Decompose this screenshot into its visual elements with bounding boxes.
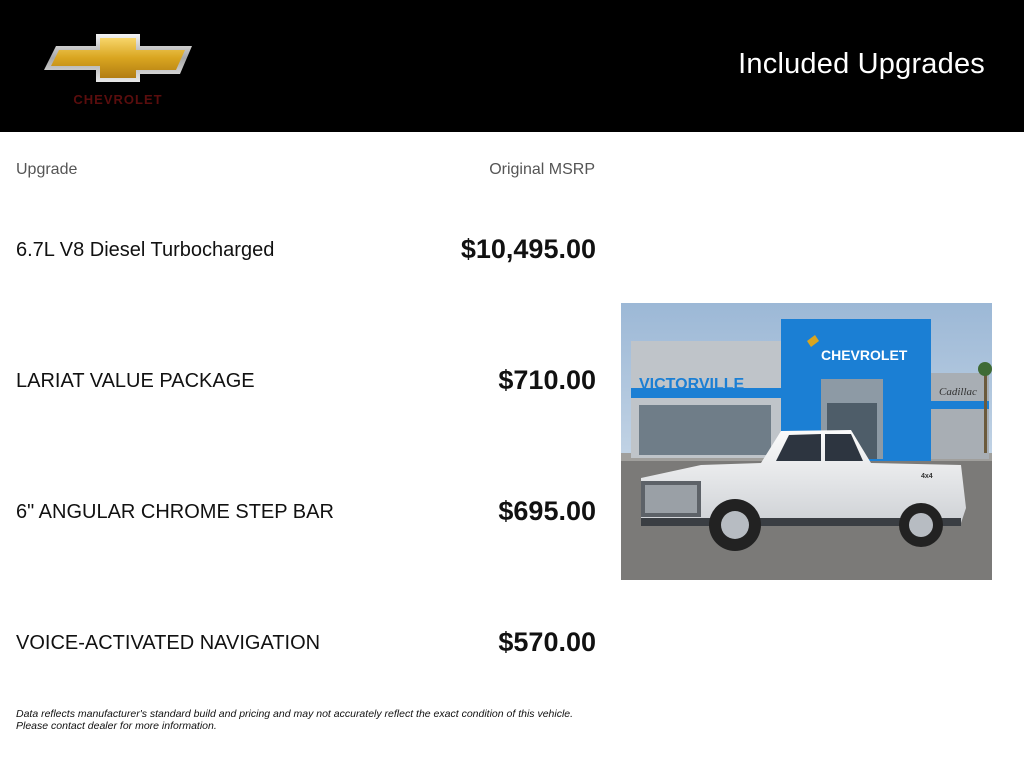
- upgrade-price: $710.00: [498, 365, 596, 395]
- upgrade-name: 6" ANGULAR CHROME STEP BAR: [16, 501, 334, 523]
- page-title: Included Upgrades: [738, 48, 985, 80]
- secondary-sign: Cadillac: [939, 386, 977, 398]
- disclaimer-line-2: Please contact dealer for more information.: [16, 720, 217, 732]
- column-header-upgrade: Upgrade: [16, 161, 78, 178]
- upgrade-price: $10,495.00: [460, 234, 596, 264]
- chevrolet-wordmark: CHEVROLET: [73, 92, 163, 107]
- 4x4-badge: 4x4: [921, 473, 933, 480]
- disclaimer-line-1: Data reflects manufacturer's standard build and pricing and may not accurately reflect the exact condition of this vehicle.: [16, 708, 574, 720]
- chevrolet-logo: [44, 34, 192, 114]
- upgrade-price: $695.00: [498, 496, 596, 526]
- column-header-msrp: Original MSRP: [489, 161, 595, 178]
- upgrade-name: LARIAT VALUE PACKAGE: [16, 370, 255, 392]
- dealer-sign: VICTORVILLE: [639, 376, 745, 393]
- upgrade-price: $570.00: [498, 627, 596, 657]
- upgrade-name: VOICE-ACTIVATED NAVIGATION: [16, 632, 321, 654]
- brand-sign: CHEVROLET: [821, 347, 908, 363]
- header-bar: [0, 0, 1024, 132]
- vehicle-photo: [621, 303, 992, 580]
- upgrade-name: 6.7L V8 Diesel Turbocharged: [16, 239, 275, 261]
- disclaimer: [16, 708, 616, 732]
